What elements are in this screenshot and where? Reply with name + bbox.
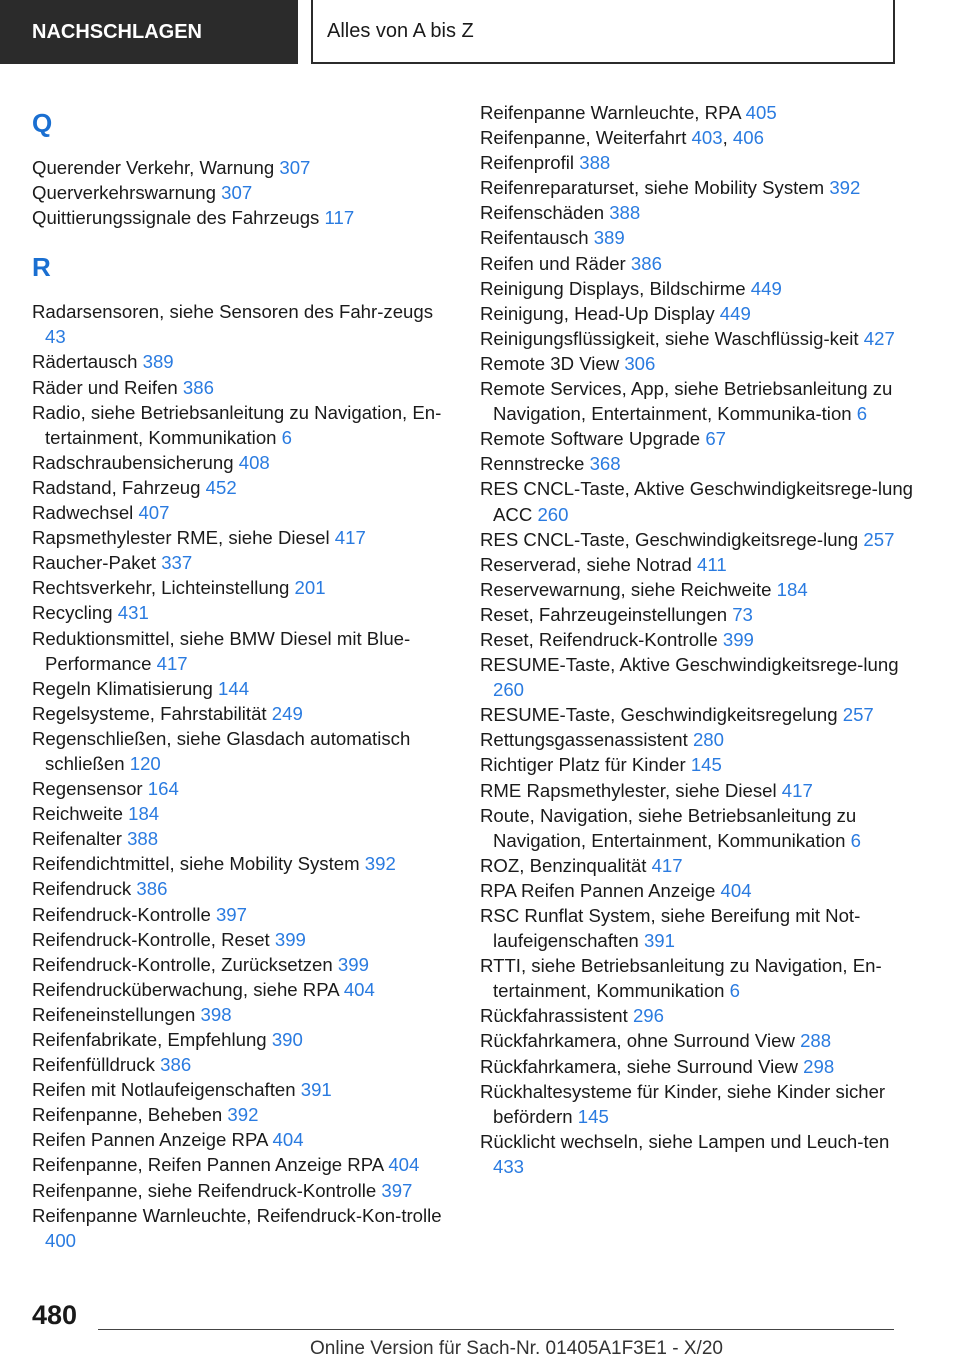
page-reference-link[interactable]: 249 — [271, 702, 303, 724]
index-entry-text: Reservewarnung, siehe Reichweite — [480, 578, 772, 600]
page-reference-link[interactable]: 404 — [343, 978, 375, 1000]
index-entry-text: Remote 3D View — [480, 352, 620, 374]
index-entry — [32, 701, 457, 726]
index-entry-text: Rechtsverkehr, Lichteinstellung — [32, 577, 290, 599]
index-entry-text: Querverkehrswarnung — [32, 182, 216, 204]
index-entry-text: Route, Navigation, siehe Betriebsanleitung zu Navigation, Entertainment, Kommunikation — [480, 804, 857, 851]
page-reference-link[interactable]: 386 — [136, 878, 168, 900]
index-entry — [480, 326, 920, 351]
footer-divider — [98, 1329, 894, 1330]
page-reference-link[interactable]: 399 — [274, 928, 306, 950]
index-entry — [32, 375, 457, 400]
index-entry — [480, 627, 920, 652]
index-column-left — [32, 100, 457, 1253]
index-entry-text: Reifenalter — [32, 828, 122, 850]
page-reference-link[interactable]: 417 — [334, 527, 366, 549]
page-reference-link[interactable]: 405 — [745, 102, 777, 123]
index-entry — [480, 1129, 920, 1179]
index-entry-text: Reifentausch — [480, 227, 589, 249]
page-reference-link[interactable]: 404 — [272, 1129, 304, 1151]
index-entry-text: RES CNCL-Taste, Aktive Geschwindigkeitsrege-lung ACC — [480, 478, 914, 525]
page-reference-link[interactable]: 184 — [776, 578, 808, 600]
index-list-right — [480, 100, 920, 1179]
index-entry-text: Reifendrucküberwachung, siehe RPA — [32, 978, 339, 1000]
index-entry-text: Reduktionsmittel, siehe BMW Diesel mit Blue-Performance — [32, 627, 411, 674]
index-entry-text: RESUME-Taste, Geschwindigkeitsregelung — [480, 704, 838, 726]
page-reference-link[interactable]: 427 — [863, 327, 895, 349]
index-entry-text: Radwechsel — [32, 502, 134, 524]
index-entry — [32, 450, 457, 475]
index-entry — [480, 602, 920, 627]
index-entry — [32, 180, 457, 205]
page-reference-link[interactable]: 307 — [279, 157, 311, 178]
index-entry — [32, 550, 457, 575]
index-entry — [480, 903, 920, 953]
index-entry-text: Reifenreparaturset, siehe Mobility System — [480, 177, 825, 199]
index-entry — [32, 1027, 457, 1052]
index-entry-text: Regeln Klimatisierung — [32, 677, 213, 699]
index-entry — [32, 349, 457, 374]
index-entry-text: Reserverad, siehe Notrad — [480, 553, 692, 575]
index-entry-text: Reifenprofil — [480, 152, 575, 174]
index-entry — [32, 1102, 457, 1127]
index-entry — [480, 150, 920, 175]
page-header — [0, 0, 960, 64]
page-reference-link[interactable]: 417 — [651, 854, 683, 876]
index-entry-text: Rapsmethylester RME, siehe Diesel — [32, 527, 330, 549]
page-reference-link[interactable]: 386 — [182, 376, 214, 398]
index-entry — [480, 652, 920, 702]
index-entry-text: Reifendruck-Kontrolle — [32, 903, 211, 925]
index-entry — [480, 853, 920, 878]
page-reference-link[interactable]: 280 — [692, 729, 724, 751]
index-entry-text: Remote Services, App, siehe Betriebsanleitung zu Navigation, Entertainment, Kommunika-tion — [480, 378, 893, 425]
page-reference-link[interactable]: 6 — [281, 426, 293, 448]
index-entry-text: Reifeneinstellungen — [32, 1003, 196, 1025]
page-reference-link[interactable]: 120 — [129, 752, 161, 774]
index-entry — [32, 826, 457, 851]
page-reference-link[interactable]: 400 — [45, 1229, 77, 1251]
index-entry — [480, 1003, 920, 1028]
index-entry — [480, 175, 920, 200]
page-reference-link[interactable]: 417 — [156, 652, 188, 674]
page-reference-link[interactable]: 307 — [221, 182, 253, 204]
index-entry — [32, 575, 457, 600]
page-reference-link[interactable]: 298 — [803, 1055, 835, 1077]
page-reference-link[interactable]: 386 — [160, 1054, 192, 1076]
page-reference-link[interactable]: 257 — [863, 528, 895, 550]
index-entry — [32, 1203, 457, 1253]
index-entry-text: Remote Software Upgrade — [480, 428, 701, 450]
page-reference-link[interactable]: 449 — [750, 277, 782, 299]
index-entry-text: Regenschließen, siehe Glasdach automatisch schließen — [32, 727, 411, 774]
index-entry-text: Reifenfabrikate, Empfehlung — [32, 1029, 267, 1050]
index-entry — [480, 276, 920, 301]
index-entry — [32, 626, 457, 676]
page-reference-link[interactable]: 201 — [294, 577, 326, 599]
index-entry-text: Reifenpanne, Weiterfahrt — [480, 127, 687, 149]
page-reference-link[interactable]: 296 — [632, 1005, 664, 1027]
index-letter-q: Q — [32, 108, 53, 138]
page-reference-link[interactable]: 337 — [161, 552, 193, 574]
index-entry — [480, 251, 920, 276]
page-reference-link[interactable]: 392 — [829, 177, 861, 199]
page-reference-link[interactable]: 406 — [732, 127, 764, 149]
page-reference-link[interactable]: 390 — [271, 1029, 303, 1050]
index-entry — [32, 902, 457, 927]
index-entry-text: Radarsensoren, siehe Sensoren des Fahr-zeugs — [32, 301, 434, 323]
index-entry-text: Reinigung Displays, Bildschirme — [480, 277, 746, 299]
index-entry-text: Reifendruck — [32, 878, 132, 900]
index-entry — [480, 953, 920, 1003]
index-entry-text: Rücklicht wechseln, siehe Lampen und Leuch-ten — [480, 1130, 890, 1152]
page-reference-link[interactable]: 397 — [215, 903, 247, 925]
online-version-note: Online Version für Sach-Nr. 01405A1F3E1 - X/20 — [310, 1338, 723, 1359]
index-list-r — [32, 299, 457, 1253]
page-reference-link[interactable]: 288 — [800, 1030, 832, 1052]
index-entry — [480, 552, 920, 577]
index-entry-text: Reifenpanne Warnleuchte, RPA — [480, 102, 741, 123]
index-entry — [32, 776, 457, 801]
page-reference-link[interactable]: 6 — [729, 980, 741, 1002]
index-entry-text: Reifendruck-Kontrolle, Zurücksetzen — [32, 953, 333, 975]
index-entry — [480, 426, 920, 451]
index-entry — [32, 851, 457, 876]
index-entry-text: Reifenpanne, Reifen Pannen Anzeige RPA — [32, 1154, 384, 1176]
page-reference-link[interactable]: 73 — [732, 603, 753, 625]
page-reference-link[interactable]: 306 — [624, 352, 656, 374]
index-entry — [480, 476, 920, 526]
index-entry-text: Reinigungsflüssigkeit, siehe Waschflüssig-keit — [480, 327, 859, 349]
index-entry — [32, 1002, 457, 1027]
index-entry — [32, 475, 457, 500]
page-reference-link[interactable]: 404 — [720, 879, 752, 901]
index-entry — [32, 801, 457, 826]
index-entry-text: Reinigung, Head-Up Display — [480, 302, 715, 324]
index-entry-text: RESUME-Taste, Aktive Geschwindigkeitsrege-lung — [480, 654, 899, 676]
index-entry-text: ROZ, Benzinqualität — [480, 854, 647, 876]
page-reference-link[interactable]: 386 — [630, 252, 662, 274]
page-reference-link[interactable]: 368 — [589, 453, 621, 475]
index-entry — [480, 577, 920, 602]
page-reference-link[interactable]: 145 — [577, 1105, 609, 1127]
index-entry-text: Rettungsgassenassistent — [480, 729, 688, 751]
index-entry — [32, 299, 457, 349]
index-entry — [32, 876, 457, 901]
page-number: 480 — [32, 1300, 78, 1330]
page-reference-link[interactable]: 6 — [856, 403, 868, 425]
index-entry-text: Radstand, Fahrzeug — [32, 476, 201, 498]
page-reference-link[interactable]: 260 — [493, 679, 525, 701]
page-reference-link[interactable]: 399 — [722, 628, 754, 650]
index-column-right — [480, 100, 920, 1179]
page-reference-link[interactable]: 6 — [850, 829, 861, 851]
page-reference-link[interactable]: 449 — [719, 302, 751, 324]
index-entry-text: RES CNCL-Taste, Geschwindigkeitsrege-lung — [480, 528, 859, 550]
index-entry-text: Reifenpanne Warnleuchte, Reifendruck-Kon-trolle — [32, 1204, 442, 1226]
index-entry — [480, 451, 920, 476]
index-entry-text: RPA Reifen Pannen Anzeige — [480, 879, 716, 901]
index-entry — [32, 1178, 457, 1203]
index-entry — [32, 525, 457, 550]
page-reference-link[interactable]: 388 — [127, 828, 159, 850]
index-entry-text: Radschraubensicherung — [32, 451, 234, 473]
index-entry — [32, 1152, 457, 1177]
index-entry-text: Reifen und Räder — [480, 252, 626, 274]
page-reference-link[interactable]: 397 — [381, 1179, 413, 1201]
index-entry-text: Querender Verkehr, Warnung — [32, 157, 275, 178]
index-entry-text: Reifenpanne, siehe Reifendruck-Kontrolle — [32, 1179, 377, 1201]
page-reference-link[interactable]: 144 — [218, 677, 250, 699]
index-entry-text: Reifenfülldruck — [32, 1054, 155, 1076]
index-entry-text: Reifendruck-Kontrolle, Reset — [32, 928, 270, 950]
index-entry — [32, 676, 457, 701]
index-entry-text: Recycling — [32, 602, 113, 624]
page-reference-link[interactable]: 433 — [493, 1155, 525, 1177]
index-entry-text: Reifen Pannen Anzeige RPA — [32, 1129, 268, 1151]
index-entry — [32, 1052, 457, 1077]
page-reference-link[interactable]: 399 — [337, 953, 369, 975]
index-entry-text: Richtiger Platz für Kinder — [480, 754, 686, 776]
index-entry — [480, 778, 920, 803]
page-reference-link[interactable]: 392 — [227, 1104, 259, 1126]
index-entry-text: Reifendichtmittel, siehe Mobility System — [32, 853, 360, 875]
index-entry-text: Radio, siehe Betriebsanleitung zu Navigation, En-tertainment, Kommunikation — [32, 401, 442, 448]
index-entry-text: Reset, Fahrzeugeinstellungen — [480, 603, 728, 625]
index-entry-text: Regelsysteme, Fahrstabilität — [32, 702, 267, 724]
page-reference-link[interactable]: 43 — [45, 326, 66, 348]
index-entry — [32, 600, 457, 625]
index-list-q — [32, 155, 457, 230]
index-entry — [32, 1077, 457, 1102]
index-entry-text: Rückhaltesysteme für Kinder, siehe Kinder sicher befördern — [480, 1080, 886, 1127]
page-reference-link[interactable]: 388 — [579, 152, 611, 174]
index-entry-text: RME Rapsmethylester, siehe Diesel — [480, 779, 777, 801]
index-entry — [480, 1054, 920, 1079]
index-entry — [480, 1028, 920, 1053]
page-reference-link[interactable]: 260 — [537, 503, 569, 525]
page-reference-link[interactable]: 408 — [238, 451, 270, 473]
index-entry — [32, 977, 457, 1002]
index-entry-text: Reset, Reifendruck-Kontrolle — [480, 628, 718, 650]
index-entry-text: Rädertausch — [32, 351, 138, 373]
index-entry — [480, 200, 920, 225]
index-entry — [480, 527, 920, 552]
index-entry — [32, 952, 457, 977]
page-reference-link[interactable]: 164 — [147, 778, 179, 800]
index-entry — [480, 225, 920, 250]
page-reference-link[interactable]: 398 — [200, 1003, 232, 1025]
page-reference-link[interactable]: 391 — [643, 930, 675, 952]
page-reference-link[interactable]: 417 — [781, 779, 813, 801]
page-reference-link[interactable]: 391 — [300, 1079, 332, 1101]
page-reference-link[interactable]: 184 — [128, 803, 160, 825]
index-entry: Reifenpanne, Weiterfahrt 403, 406 — [480, 127, 764, 149]
index-entry — [480, 301, 920, 326]
index-entry-text: Rückfahrkamera, siehe Surround View — [480, 1055, 798, 1077]
index-entry-text: Rückfahrassistent — [480, 1005, 628, 1027]
index-entry — [32, 500, 457, 525]
index-entry-text: Reifen mit Notlaufeigenschaften — [32, 1079, 296, 1101]
page-reference-link[interactable]: 411 — [697, 553, 727, 575]
page-reference-link[interactable]: 403 — [691, 127, 723, 149]
index-entry-text: RTTI, siehe Betriebsanleitung zu Navigation, En-tertainment, Kommunikation — [480, 955, 882, 1002]
page-reference-link[interactable]: 389 — [593, 227, 625, 249]
page-reference-link[interactable]: 117 — [324, 207, 355, 229]
index-entry — [32, 726, 457, 776]
page-reference-link[interactable]: 431 — [117, 602, 149, 624]
index-entry — [480, 1079, 920, 1129]
index-entry — [480, 727, 920, 752]
section-title: NACHSCHLAGEN — [0, 0, 298, 64]
index-entry-text: Raucher-Paket — [32, 552, 157, 574]
index-entry-text: Regensensor — [32, 778, 143, 800]
index-entry — [32, 927, 457, 952]
index-letter-r: R — [32, 252, 51, 283]
index-entry — [32, 205, 457, 230]
index-entry-text: Reifenpanne, Beheben — [32, 1104, 223, 1126]
page-reference-link[interactable]: 392 — [364, 853, 396, 875]
index-entry — [480, 878, 920, 903]
index-entry — [32, 155, 457, 180]
index-entry — [480, 752, 920, 777]
index-entry — [480, 351, 920, 376]
index-entry-text: Rennstrecke — [480, 453, 585, 475]
index-entry — [480, 803, 920, 853]
index-entry — [480, 100, 920, 125]
index-entry — [480, 702, 920, 727]
page-reference-link[interactable]: 257 — [842, 704, 874, 726]
page-reference-link[interactable]: 67 — [705, 428, 726, 450]
chapter-title: Alles von A bis Z — [311, 0, 895, 64]
page-reference-link[interactable]: 388 — [609, 202, 641, 224]
index-entry-text: Reichweite — [32, 803, 123, 825]
index-entry-text: Rückfahrkamera, ohne Surround View — [480, 1030, 795, 1052]
index-entry-text: RSC Runflat System, siehe Bereifung mit Not-laufeigenschaften — [480, 905, 861, 952]
index-entry — [32, 1127, 457, 1152]
page-reference-link[interactable]: 145 — [690, 754, 722, 776]
page-reference-link[interactable]: 389 — [142, 351, 174, 373]
index-entry — [32, 400, 457, 450]
index-entry-text: Reifenschäden — [480, 202, 605, 224]
index-entry-text: Räder und Reifen — [32, 376, 178, 398]
page-reference-link[interactable]: 407 — [138, 502, 170, 524]
page-reference-link[interactable]: 404 — [388, 1154, 420, 1176]
page-reference-link[interactable]: 452 — [205, 476, 237, 498]
index-entry — [480, 376, 920, 426]
index-entry-text: Quittierungssignale des Fahrzeugs — [32, 207, 320, 229]
